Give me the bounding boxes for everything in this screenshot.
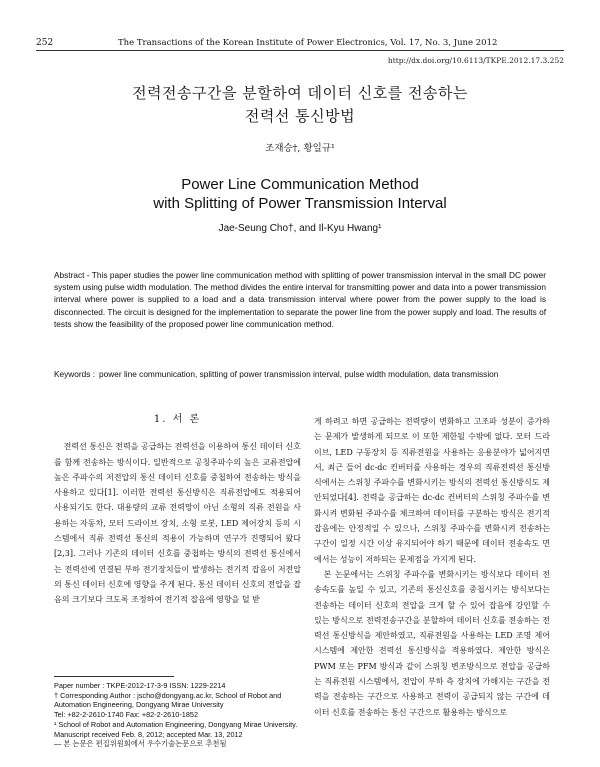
body-paragraph: 게 하려고 하면 공급하는 전력량이 변화하고 고조파 성분이 증가하는 문제가 발생하게 되므로 이 또한 제한될 수밖에 없다. 모터 드라이브, LED 구동장치 등 직류전원을 사용하는 응용분야가 넓어지면서, 최근 들어 dc-dc 컨버터를 사용하는 경우의 직류전력선 통신방식에서는 스위칭 주파수를 변화시키는 방식의 전력선 통신방식도 제안되었다[4]. 전력을 공급하는 dc-dc 컨버터의 스위칭 주파수를 변화시켜 변화된 주파수를 체크하여 데이터를 구분하는 방식은 전기적 잡음에는 안정적일 수 있으나, 스위칭 주파수를 변화시켜 전송하는 구간이 일정 시간 이상 유지되어야 하기 때문에 데이터 전송속도 면에서는 성능이 저하되는 문제점을 가지게 된다. xyxy=(314,417,550,564)
body-paragraph: 전력선 통신은 전력을 공급하는 전력선을 이용하여 통신 데이터 신호를 함께 전송하는 방식이다. 일반적으로 공칭주파수의 높은 교류전압에 높은 주파수의 저전압의 통신 데이터 신호를 중첩하여 전송하는 방식을 사용하고 있다[1]. 이러한 전력선 통신방식은 직류전압에도 적용되어 사용되기도 한다. 대용량의 교류 전력망이 아닌 소형의 직류 전원을 사용하는 자동차, 모터 드라이브 장치, 소형 로봇, LED 제어장치 등의 시스템에서 직류 전력선 통신의 적용이 가능하며 연구가 진행되어 왔다[2,3]. 그러나 기존의 데이터 신호를 중첩하는 방식의 전력선 통신에서는 전력선에 연결된 부하 전기장치들이 발생하는 전기적 잡음이 저전압의 통신 데이터 신호에 영향을 주게 된다. 통신 데이터 신호의 전압을 잡음의 크기보다 크도록 조정하여 전기적 잡음에 영향을 덜 받 xyxy=(54,442,301,605)
section-heading: 1. 서 론 xyxy=(153,414,202,425)
header-rule xyxy=(36,50,564,51)
abstract: Abstract - This paper studies the power line communication method with splitting of power transmission interval in the small DC power system using pulse width modulation. The method divides the entire interval for transmitting power and data into a power transmission interval where power is supplied to a load and a data transmission interval where power from the power supply to the load is disconnected. The circuit is designed for the implementation to separate the power line from the power supply and load. The results of tests show the feasibility of the proposed power line communication method. xyxy=(54,270,546,329)
page-number: 252 xyxy=(36,38,54,48)
journal-header: The Transactions of the Korean Institute of Power Electronics, Vol. 17, No. 3, June 2012 xyxy=(118,38,498,48)
keywords xyxy=(54,368,546,380)
keywords-text: power line communication, splitting of power transmission interval, pulse width modulation, data transmission xyxy=(99,369,499,379)
korean-title-line2: 전력선 통신방법 xyxy=(244,107,356,125)
english-title-line2: with Splitting of Power Transmission Interval xyxy=(153,195,447,212)
body-paragraph: 본 논문에서는 스위칭 주파수를 변화시키는 방식보다 데이터 전송속도를 높일 수 있고, 기존의 통신신호를 중첩시키는 방식보다는 전송하는 데이터 신호의 전압을 크게 할 수 있어 잡음에 강인할 수 있는 방식으로 전력전송구간을 분할하여 데이터 신호를 전송하는 전력선 통신방식을 제안하였고, 직류전원을 사용하는 LED 조명 제어 시스템에 제안한 전력선 통신방식을 적용하였다. 제안한 방식은 PWM 또는 PFM 방식과 같이 스위칭 변조방식으로 전압을 공급하는 직류전원 시스템에서, 전압이 부하 측 장치에 가해지는 구간을 전력을 전송하는 구간으로 사용하고 전력이 공급되지 않는 구간에 데이터 신호를 전송하는 통신 구간으로 활용하는 방식으로 xyxy=(314,569,550,717)
footnote-tel: Tel: +82-2-2610-1740 Fax: +82-2-2610-1852 xyxy=(54,710,199,720)
doi-link[interactable]: http://dx.doi.org/10.6113/TKPE.2012.17.3.252 xyxy=(387,56,564,65)
footnote-affiliation: ¹ School of Robot and Automation Engineering, Dongyang Mirae University. xyxy=(54,719,298,729)
korean-title-line1: 전력전송구간을 분할하여 데이터 신호를 전송하는 xyxy=(132,84,468,102)
footnote-paper-number: Paper number : TKPE-2012-17-3-9 ISSN: 1229-2214 xyxy=(54,681,226,690)
dagger-mark: † xyxy=(54,690,61,700)
english-title-line1: Power Line Communication Method xyxy=(181,176,419,193)
footnote-note: — 본 논문은 편집위원회에서 우수기술논문으로 추천됨 xyxy=(54,739,227,749)
english-title xyxy=(0,175,600,213)
superscript-one: ¹ xyxy=(54,719,59,729)
footnote-rule xyxy=(54,676,174,677)
keywords-label: Keywords : xyxy=(54,369,96,379)
left-column xyxy=(54,412,301,608)
right-column xyxy=(314,414,550,720)
english-authors: Jae-Seung Cho†, and Il-Kyu Hwang¹ xyxy=(218,223,382,234)
footnote-received: Manuscript received Feb. 8, 2012; accepted Mar. 13, 2012 xyxy=(54,729,243,739)
footnotes xyxy=(54,681,301,749)
korean-authors: 조재승†, 황일규¹ xyxy=(265,143,335,154)
korean-title xyxy=(0,82,600,128)
footnote-corresponding-author: † Corresponding Author : jscho@dongyang.ac.kr, School of Robot and Automation Engineering, Dongyang Mirae University xyxy=(54,690,282,710)
